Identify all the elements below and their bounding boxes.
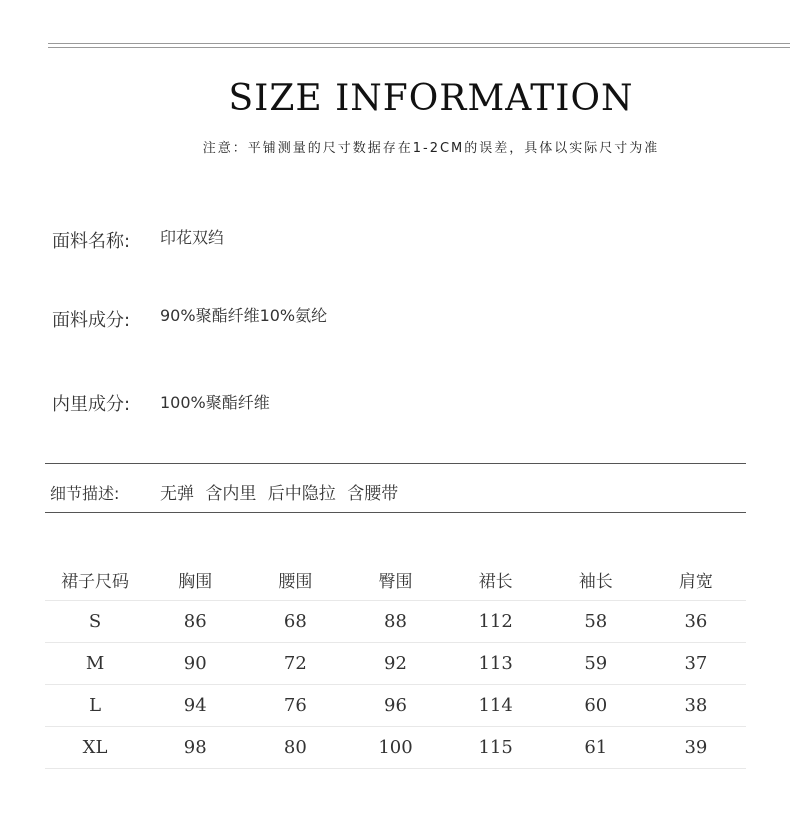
table-cell: 88	[345, 601, 445, 643]
table-cell: 114	[446, 685, 546, 727]
table-cell: 100	[345, 727, 445, 769]
table-cell: 76	[245, 685, 345, 727]
lining-composition-label: 内里成分:	[52, 394, 131, 415]
size-table-header-row	[45, 558, 746, 601]
table-cell: 38	[646, 685, 746, 727]
page-title: SIZE INFORMATION	[228, 78, 634, 119]
lining-composition-value: 100%聚酯纤维	[160, 393, 270, 412]
fabric-name-label: 面料名称:	[52, 231, 131, 252]
table-cell: L	[45, 685, 145, 727]
table-cell: 72	[245, 643, 345, 685]
table-cell: XL	[45, 727, 145, 769]
header-dress-length: 裙长	[446, 558, 546, 601]
table-cell: 112	[446, 601, 546, 643]
details-value: 无弹 含内里 后中隐拉 含腰带	[160, 484, 399, 504]
details-top-rule	[45, 463, 746, 464]
table-cell: 98	[145, 727, 245, 769]
table-cell: 96	[345, 685, 445, 727]
table-cell: 59	[546, 643, 646, 685]
table-cell: 86	[145, 601, 245, 643]
header-bust: 胸围	[145, 558, 245, 601]
header-sleeve-length: 袖长	[546, 558, 646, 601]
table-cell: 58	[546, 601, 646, 643]
header-shoulder-width: 肩宽	[646, 558, 746, 601]
header-hip: 臀围	[345, 558, 445, 601]
table-cell: 92	[345, 643, 445, 685]
header-waist: 腰围	[245, 558, 345, 601]
table-cell: 60	[546, 685, 646, 727]
table-cell: S	[45, 601, 145, 643]
header-size: 裙子尺码	[45, 558, 145, 601]
fabric-composition-value: 90%聚酯纤维10%氨纶	[160, 306, 328, 325]
table-cell: 68	[245, 601, 345, 643]
table-cell: 61	[546, 727, 646, 769]
table-row	[45, 643, 746, 685]
details-bottom-rule	[45, 512, 746, 513]
table-cell: 37	[646, 643, 746, 685]
top-divider-line-1	[48, 43, 790, 44]
table-cell: M	[45, 643, 145, 685]
table-row	[45, 685, 746, 727]
table-cell: 94	[145, 685, 245, 727]
table-row	[45, 601, 746, 643]
top-divider-line-2	[48, 47, 790, 48]
fabric-name-value: 印花双绉	[160, 228, 225, 247]
table-cell: 115	[446, 727, 546, 769]
size-table	[45, 558, 746, 769]
table-row	[45, 727, 746, 769]
fabric-composition-label: 面料成分:	[52, 310, 131, 331]
table-cell: 90	[145, 643, 245, 685]
table-cell: 36	[646, 601, 746, 643]
table-cell: 80	[245, 727, 345, 769]
table-cell: 39	[646, 727, 746, 769]
details-label: 细节描述:	[50, 484, 120, 503]
measurement-note: 注意：平铺测量的尺寸数据存在1-2CM的误差，具体以实际尺寸为准	[202, 141, 660, 156]
table-cell: 113	[446, 643, 546, 685]
